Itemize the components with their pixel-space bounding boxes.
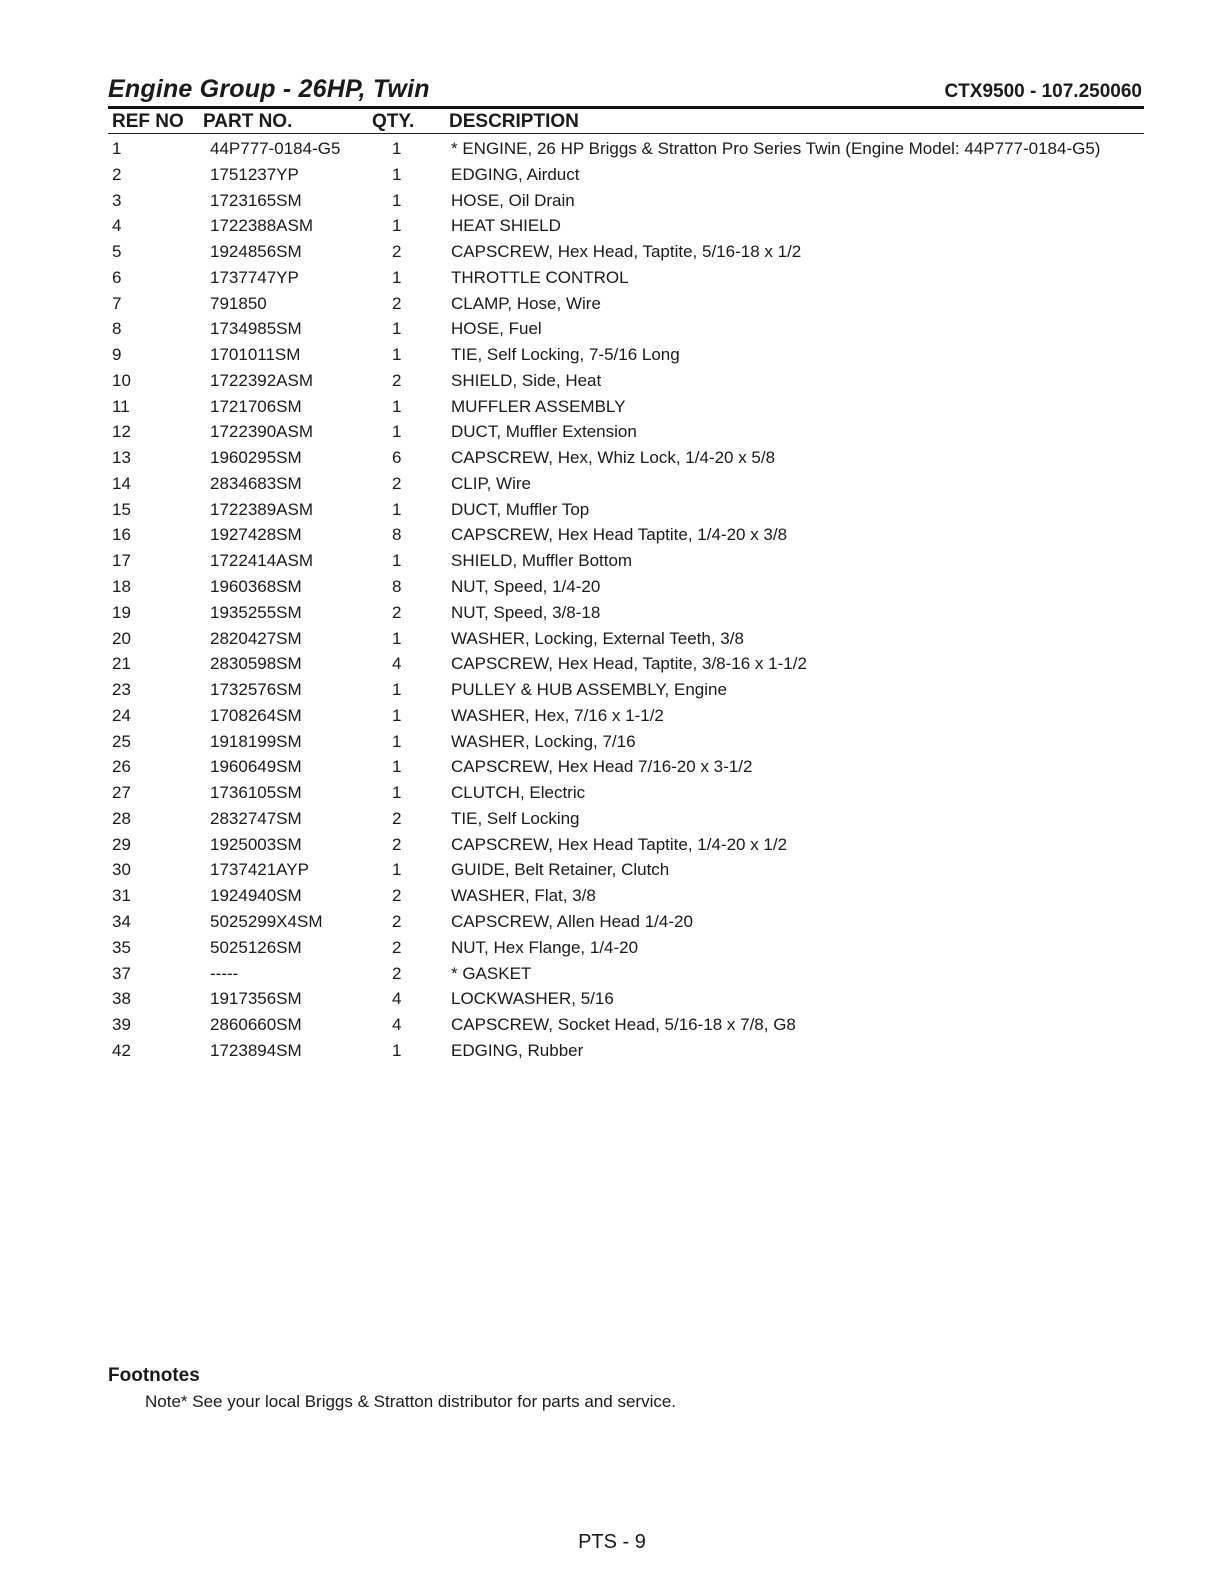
table-row (108, 213, 1144, 239)
page-number: PTS - 9 (578, 1531, 646, 1553)
part-no-cell: 1722414ASM (210, 551, 314, 571)
part-no-cell: 1918199SM (210, 731, 302, 751)
qty-cell: 1 (392, 705, 402, 725)
part-no-cell: 1960368SM (210, 577, 302, 597)
qty-cell: 2 (392, 911, 402, 931)
part-no-cell: 1734985SM (210, 319, 302, 339)
description-cell: EDGING, Airduct (451, 164, 580, 184)
ref-no-cell: 26 (112, 757, 131, 777)
ref-no-cell: 1 (112, 139, 122, 158)
part-no-cell: 1723894SM (210, 1040, 302, 1060)
part-no-cell: 1732576SM (210, 680, 302, 700)
qty-cell: 4 (392, 989, 402, 1009)
description-cell: WASHER, Locking, External Teeth, 3/8 (451, 628, 744, 648)
table-row (108, 368, 1144, 394)
qty-cell: 1 (392, 680, 402, 700)
description-cell: GUIDE, Belt Retainer, Clutch (451, 860, 670, 880)
page-title: Engine Group - 26HP, Twin (108, 75, 430, 103)
table-row (108, 626, 1144, 652)
table-row (108, 935, 1144, 961)
qty-cell: 1 (392, 396, 402, 416)
part-no-cell: 5025299X4SM (210, 911, 323, 931)
ref-no-cell: 9 (112, 345, 122, 365)
description-cell: CAPSCREW, Hex Head Taptite, 1/4-20 x 1/2 (451, 834, 788, 854)
ref-no-cell: 5 (112, 242, 122, 262)
table-row (108, 600, 1144, 626)
ref-no-cell: 31 (112, 886, 131, 906)
column-header-part-no: PART NO. (203, 111, 293, 132)
description-cell: LOCKWASHER, 5/16 (451, 989, 614, 1009)
table-row (108, 342, 1144, 368)
table-row (108, 1012, 1144, 1038)
qty-cell: 1 (392, 319, 402, 339)
description-cell: THROTTLE CONTROL (451, 267, 629, 287)
table-row (108, 574, 1144, 600)
qty-cell: 6 (392, 448, 402, 468)
description-cell: DUCT, Muffler Top (451, 499, 590, 519)
ref-no-cell: 30 (112, 860, 131, 880)
part-no-cell: 1723165SM (210, 190, 302, 210)
qty-cell: 2 (392, 834, 402, 854)
qty-cell: 8 (392, 525, 402, 545)
table-row (108, 548, 1144, 574)
part-no-cell: 1737421AYP (210, 860, 309, 880)
ref-no-cell: 24 (112, 705, 131, 725)
description-cell: CAPSCREW, Allen Head 1/4-20 (451, 911, 693, 931)
ref-no-cell: 27 (112, 783, 131, 803)
ref-no-cell: 8 (112, 319, 122, 339)
part-no-cell: 2834683SM (210, 473, 302, 493)
description-cell: * GASKET (451, 963, 532, 983)
column-header-description: DESCRIPTION (449, 111, 579, 132)
page-header (108, 72, 1144, 109)
footnotes-title: Footnotes (108, 1365, 200, 1386)
table-row (108, 162, 1144, 188)
ref-no-cell: 34 (112, 911, 131, 931)
description-cell: WASHER, Flat, 3/8 (451, 886, 596, 906)
table-row (108, 522, 1144, 548)
qty-cell: 2 (392, 293, 402, 313)
ref-no-cell: 2 (112, 164, 122, 184)
part-no-cell: 1751237YP (210, 164, 299, 184)
part-no-cell: 1701011SM (210, 345, 301, 365)
ref-no-cell: 39 (112, 1015, 131, 1035)
ref-no-cell: 14 (112, 473, 131, 493)
table-row (108, 729, 1144, 755)
part-no-cell: 1935255SM (210, 602, 302, 622)
ref-no-cell: 25 (112, 731, 131, 751)
description-cell: EDGING, Rubber (451, 1040, 584, 1060)
column-header-qty: QTY. (372, 111, 415, 132)
ref-no-cell: 19 (112, 602, 131, 622)
part-no-cell: 1722388ASM (210, 216, 314, 236)
description-cell: CLIP, Wire (451, 473, 531, 493)
qty-cell: 1 (392, 757, 402, 777)
table-row (108, 703, 1144, 729)
qty-cell: 2 (392, 473, 402, 493)
part-no-cell: 1917356SM (210, 989, 302, 1009)
qty-cell: 1 (392, 139, 402, 158)
ref-no-cell: 12 (112, 422, 131, 442)
description-cell: WASHER, Hex, 7/16 x 1-1/2 (451, 705, 664, 725)
description-cell: SHIELD, Side, Heat (451, 370, 602, 390)
ref-no-cell: 23 (112, 680, 131, 700)
part-no-cell: 1722392ASM (210, 370, 314, 390)
description-cell: TIE, Self Locking (451, 808, 580, 828)
qty-cell: 2 (392, 963, 402, 983)
ref-no-cell: 15 (112, 499, 131, 519)
part-no-cell: 2832747SM (210, 808, 302, 828)
table-row (108, 986, 1144, 1012)
qty-cell: 4 (392, 1015, 402, 1035)
ref-no-cell: 29 (112, 834, 131, 854)
table-row (108, 239, 1144, 265)
table-row (108, 857, 1144, 883)
ref-no-cell: 3 (112, 190, 122, 210)
table-row (108, 419, 1144, 445)
qty-cell: 1 (392, 783, 402, 803)
part-no-cell: 1960649SM (210, 757, 302, 777)
part-no-cell: 791850 (210, 293, 267, 313)
part-no-cell: 1736105SM (210, 783, 302, 803)
part-no-cell: 2830598SM (210, 654, 302, 674)
description-cell: CAPSCREW, Hex Head, Taptite, 3/8-16 x 1-1/2 (451, 654, 807, 674)
description-cell: NUT, Speed, 1/4-20 (451, 577, 601, 597)
footnote-text: Note* See your local Briggs & Stratton distributor for parts and service. (145, 1392, 677, 1411)
part-no-cell: 2820427SM (210, 628, 302, 648)
table-row (108, 651, 1144, 677)
qty-cell: 1 (392, 860, 402, 880)
table-row (108, 291, 1144, 317)
ref-no-cell: 17 (112, 551, 131, 571)
ref-no-cell: 16 (112, 525, 131, 545)
table-header (108, 111, 1144, 134)
qty-cell: 1 (392, 499, 402, 519)
table-row (108, 497, 1144, 523)
ref-no-cell: 21 (112, 654, 131, 674)
qty-cell: 2 (392, 808, 402, 828)
description-cell: HEAT SHIELD (451, 216, 561, 236)
description-cell: DUCT, Muffler Extension (451, 422, 637, 442)
qty-cell: 4 (392, 654, 402, 674)
table-row (108, 806, 1144, 832)
table-row (108, 909, 1144, 935)
part-no-cell: 44P777-0184-G5 (210, 139, 341, 158)
part-no-cell: ----- (210, 963, 239, 983)
description-cell: PULLEY & HUB ASSEMBLY, Engine (451, 680, 727, 700)
model-number: CTX9500 - 107.250060 (944, 81, 1142, 102)
ref-no-cell: 18 (112, 577, 131, 597)
description-cell: HOSE, Fuel (451, 319, 542, 339)
parts-table-body (108, 136, 1144, 1064)
ref-no-cell: 37 (112, 963, 131, 983)
qty-cell: 1 (392, 731, 402, 751)
qty-cell: 1 (392, 267, 402, 287)
table-row (108, 265, 1144, 291)
qty-cell: 1 (392, 164, 402, 184)
description-cell: SHIELD, Muffler Bottom (451, 551, 633, 571)
part-no-cell: 1721706SM (210, 396, 302, 416)
description-cell: CAPSCREW, Hex, Whiz Lock, 1/4-20 x 5/8 (451, 448, 776, 468)
part-no-cell: 5025126SM (210, 937, 302, 957)
qty-cell: 8 (392, 577, 402, 597)
part-no-cell: 1737747YP (210, 267, 299, 287)
part-no-cell: 1925003SM (210, 834, 302, 854)
qty-cell: 2 (392, 886, 402, 906)
qty-cell: 1 (392, 216, 402, 236)
qty-cell: 1 (392, 190, 402, 210)
qty-cell: 1 (392, 551, 402, 571)
part-no-cell: 2860660SM (210, 1015, 302, 1035)
ref-no-cell: 38 (112, 989, 131, 1009)
description-cell: CAPSCREW, Hex Head 7/16-20 x 3-1/2 (451, 757, 753, 777)
ref-no-cell: 42 (112, 1040, 131, 1060)
part-no-cell: 1927428SM (210, 525, 302, 545)
table-row (108, 445, 1144, 471)
table-row (108, 961, 1144, 987)
description-cell: NUT, Hex Flange, 1/4-20 (451, 937, 639, 957)
qty-cell: 1 (392, 422, 402, 442)
table-row (108, 883, 1144, 909)
part-no-cell: 1708264SM (210, 705, 302, 725)
ref-no-cell: 7 (112, 293, 122, 313)
ref-no-cell: 35 (112, 937, 131, 957)
column-header-ref-no: REF NO (112, 111, 184, 132)
qty-cell: 2 (392, 937, 402, 957)
description-cell: CLAMP, Hose, Wire (451, 293, 601, 313)
ref-no-cell: 4 (112, 216, 122, 236)
part-no-cell: 1722389ASM (210, 499, 314, 519)
description-cell: CAPSCREW, Hex Head Taptite, 1/4-20 x 3/8 (451, 525, 788, 545)
description-cell: HOSE, Oil Drain (451, 190, 575, 210)
table-row (108, 136, 1144, 162)
table-row (108, 316, 1144, 342)
part-no-cell: 1924856SM (210, 242, 302, 262)
description-cell: CLUTCH, Electric (451, 783, 586, 803)
description-cell: WASHER, Locking, 7/16 (451, 731, 636, 751)
description-cell: CAPSCREW, Hex Head, Taptite, 5/16-18 x 1/2 (451, 242, 802, 262)
part-no-cell: 1924940SM (210, 886, 302, 906)
ref-no-cell: 20 (112, 628, 131, 648)
table-row (108, 471, 1144, 497)
ref-no-cell: 13 (112, 448, 131, 468)
table-row (108, 394, 1144, 420)
qty-cell: 2 (392, 242, 402, 262)
description-cell: MUFFLER ASSEMBLY (451, 396, 626, 416)
ref-no-cell: 6 (112, 267, 122, 287)
description-cell: CAPSCREW, Socket Head, 5/16-18 x 7/8, G8 (451, 1015, 796, 1035)
description-cell: NUT, Speed, 3/8-18 (451, 602, 601, 622)
table-row (108, 188, 1144, 214)
description-cell: * ENGINE, 26 HP Briggs & Stratton Pro Series Twin (Engine Model: 44P777-0184-G5) (451, 139, 1101, 158)
ref-no-cell: 28 (112, 808, 131, 828)
qty-cell: 1 (392, 345, 402, 365)
table-row (108, 677, 1144, 703)
table-row (108, 754, 1144, 780)
qty-cell: 1 (392, 1040, 402, 1060)
description-cell: TIE, Self Locking, 7-5/16 Long (451, 345, 680, 365)
ref-no-cell: 11 (112, 396, 130, 416)
table-row (108, 1038, 1144, 1064)
qty-cell: 2 (392, 370, 402, 390)
qty-cell: 1 (392, 628, 402, 648)
part-no-cell: 1960295SM (210, 448, 302, 468)
table-row (108, 832, 1144, 858)
qty-cell: 2 (392, 602, 402, 622)
table-row (108, 780, 1144, 806)
ref-no-cell: 10 (112, 370, 131, 390)
part-no-cell: 1722390ASM (210, 422, 314, 442)
